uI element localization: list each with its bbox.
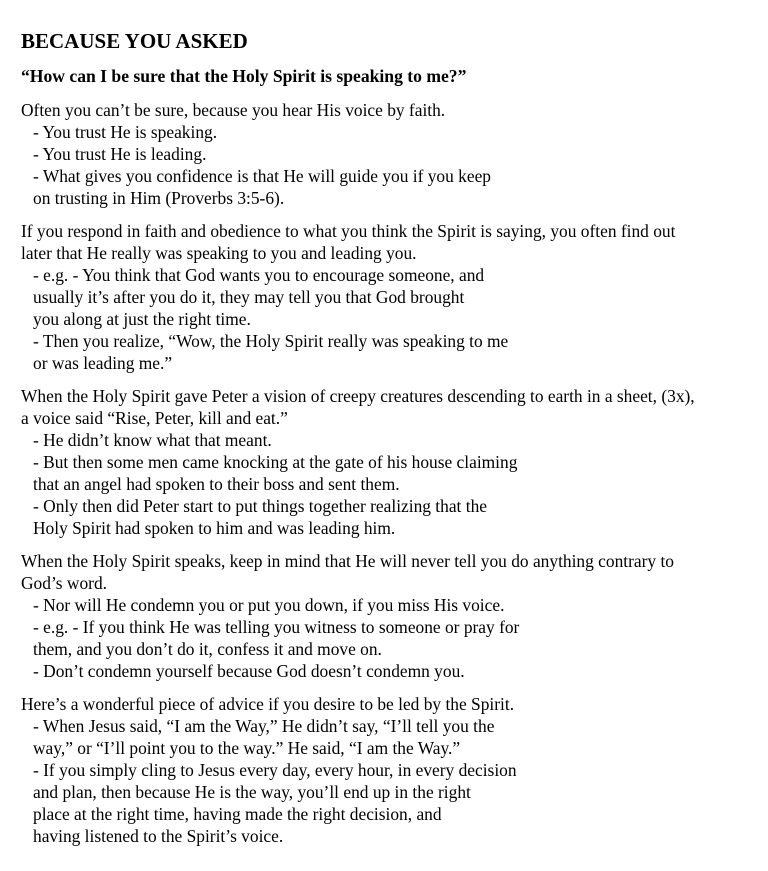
paragraph-line: Here’s a wonderful piece of advice if you desire to be led by the Spirit. (21, 694, 515, 714)
bullet-item (33, 451, 756, 495)
bullet-line: - e.g. - If you think He was telling you witness to someone or pray for (33, 617, 520, 637)
bullet-line: - You trust He is speaking. (33, 122, 218, 142)
bullet-item (33, 495, 756, 539)
paragraph (21, 693, 756, 847)
paragraph-line: later that He really was speaking to you and leading you. (21, 243, 417, 263)
document-title: BECAUSE YOU ASKED (21, 29, 248, 53)
bullet-item (33, 264, 756, 330)
paragraph-line: When the Holy Spirit gave Peter a vision of creepy creatures descending to earth in a sheet, (3x), (21, 386, 695, 406)
paragraph (21, 99, 756, 209)
bullet-item (33, 429, 756, 451)
bullet-item (33, 121, 756, 143)
bullet-line: having listened to the Spirit’s voice. (33, 826, 284, 846)
bullet-item (33, 594, 756, 616)
bullet-line: place at the right time, having made the right decision, and (33, 804, 442, 824)
bullet-line: - e.g. - You think that God wants you to encourage someone, and (33, 265, 485, 285)
bullet-line: them, and you don’t do it, confess it and move on. (33, 639, 382, 659)
paragraph-line: God’s word. (21, 573, 107, 593)
paragraph-line: Often you can’t be sure, because you hear His voice by faith. (21, 100, 446, 120)
bullet-item (33, 616, 756, 660)
bullet-item (33, 759, 756, 847)
bullet-line: - Nor will He condemn you or put you down, if you miss His voice. (33, 595, 505, 615)
paragraph (21, 550, 756, 682)
paragraph (21, 220, 756, 374)
document-body (21, 99, 756, 847)
bullet-line: - He didn’t know what that meant. (33, 430, 272, 450)
bullet-line: Holy Spirit had spoken to him and was leading him. (33, 518, 396, 538)
bullet-item (33, 143, 756, 165)
bullet-line: and plan, then because He is the way, you’ll end up in the right (33, 782, 471, 802)
paragraph (21, 385, 756, 539)
bullet-line: on trusting in Him (Proverbs 3:5-6). (33, 188, 285, 208)
bullet-item (33, 165, 756, 209)
bullet-line: - What gives you confidence is that He will guide you if you keep (33, 166, 491, 186)
bullet-item (33, 660, 756, 682)
bullet-line: - Then you realize, “Wow, the Holy Spirit really was speaking to me (33, 331, 509, 351)
paragraph-line: a voice said “Rise, Peter, kill and eat.” (21, 408, 288, 428)
bullet-line: usually it’s after you do it, they may tell you that God brought (33, 287, 465, 307)
bullet-line: or was leading me.” (33, 353, 173, 373)
bullet-line: - Don’t condemn yourself because God doesn’t condemn you. (33, 661, 465, 681)
bullet-line: way,” or “I’ll point you to the way.” He said, “I am the Way.” (33, 738, 461, 758)
bullet-line: - If you simply cling to Jesus every day, every hour, in every decision (33, 760, 517, 780)
paragraph-line: When the Holy Spirit speaks, keep in mind that He will never tell you do anything contrary to (21, 551, 674, 571)
question-heading: “How can I be sure that the Holy Spirit is speaking to me?” (21, 66, 467, 86)
bullet-line: you along at just the right time. (33, 309, 251, 329)
bullet-line: that an angel had spoken to their boss and sent them. (33, 474, 400, 494)
bullet-line: - You trust He is leading. (33, 144, 207, 164)
bullet-line: - Only then did Peter start to put things together realizing that the (33, 496, 487, 516)
bullet-item (33, 715, 756, 759)
bullet-item (33, 330, 756, 374)
bullet-line: - But then some men came knocking at the gate of his house claiming (33, 452, 518, 472)
bullet-line: - When Jesus said, “I am the Way,” He didn’t say, “I’ll tell you the (33, 716, 495, 736)
paragraph-line: If you respond in faith and obedience to what you think the Spirit is saying, you often find out (21, 221, 676, 241)
